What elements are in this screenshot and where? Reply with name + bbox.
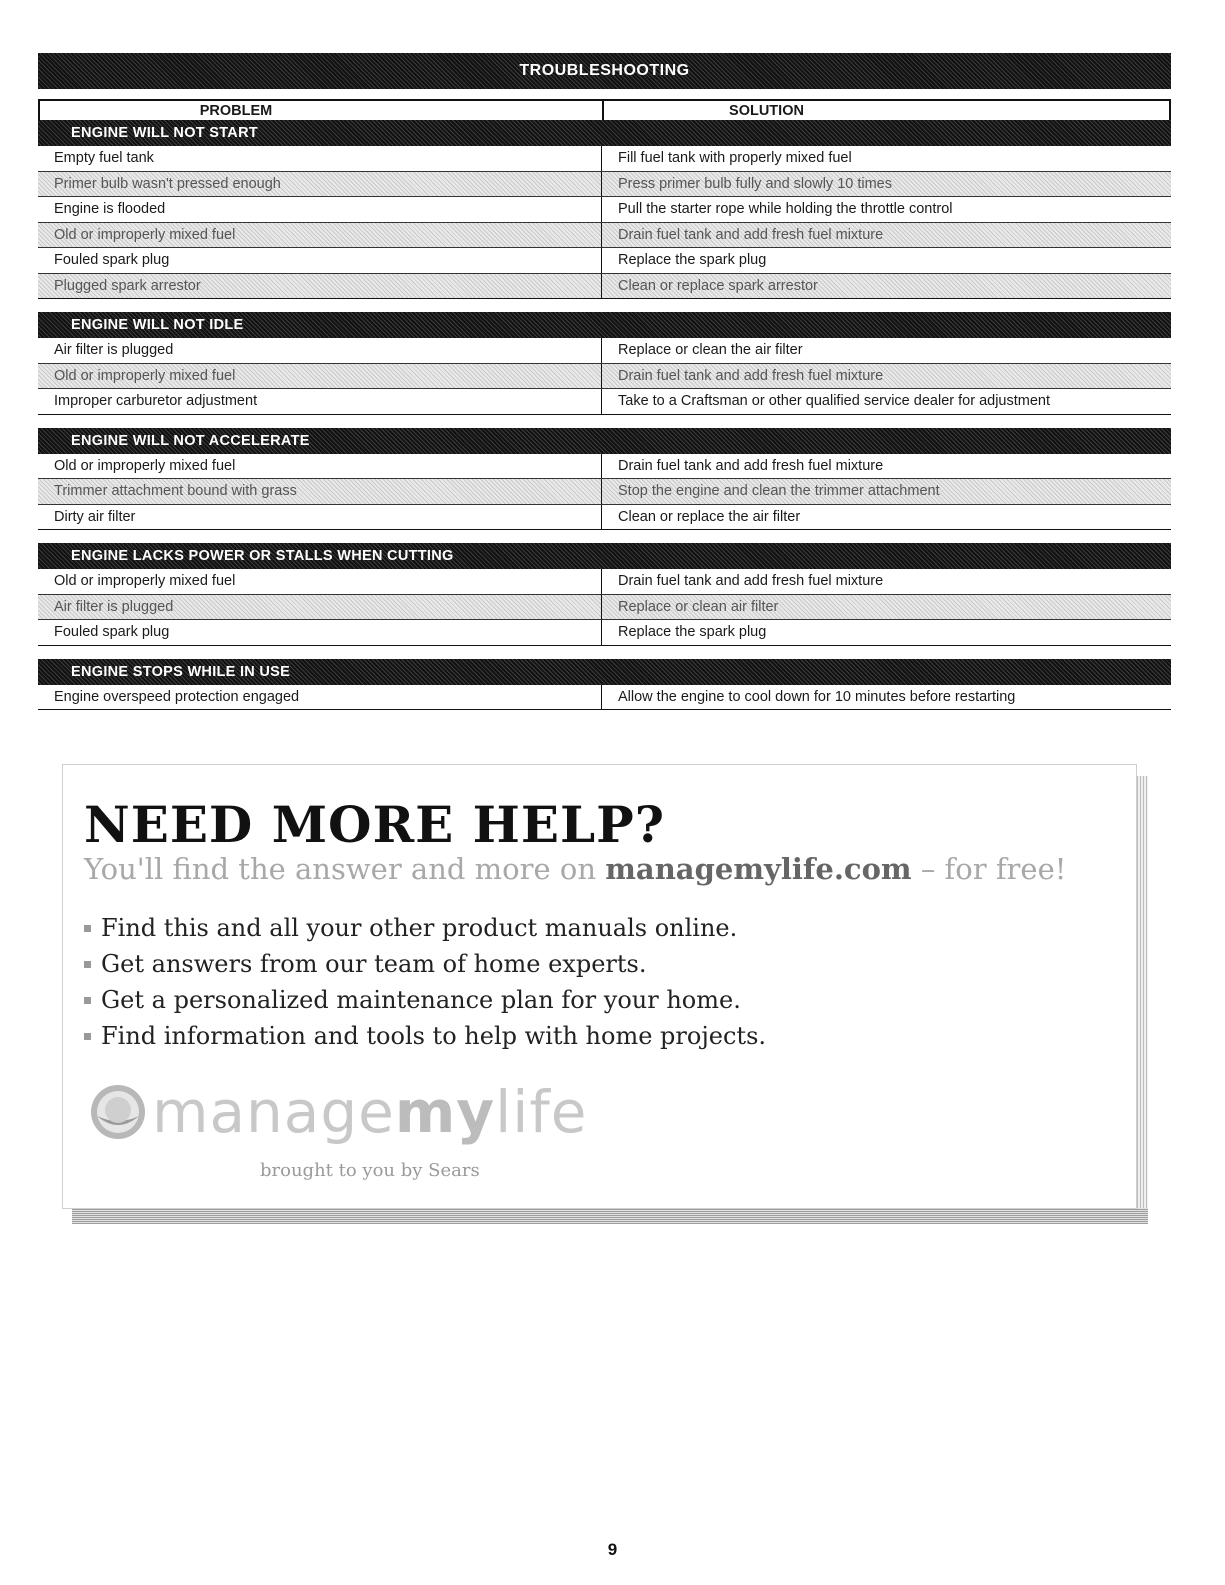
solution-cell: Press primer bulb fully and slowly 10 times — [618, 175, 892, 192]
section-heading-text: ENGINE WILL NOT IDLE — [71, 317, 244, 333]
solution-cell: Fill fuel tank with properly mixed fuel — [618, 150, 852, 167]
solution-cell: Drain fuel tank and add fresh fuel mixture — [618, 367, 884, 384]
managemylife-wordmark — [152, 1078, 588, 1146]
column-headers — [38, 99, 1171, 120]
table-row — [38, 274, 1171, 300]
globe-icon — [88, 1082, 148, 1142]
solution-cell: Drain fuel tank and add fresh fuel mixture — [618, 226, 884, 243]
table-row — [38, 685, 1171, 711]
troubleshooting-title — [38, 53, 1171, 89]
logo-text-life: life — [495, 1078, 588, 1146]
page-number: 9 — [607, 1540, 618, 1559]
section-heading-text: ENGINE STOPS WHILE IN USE — [71, 663, 291, 680]
table-row — [38, 454, 1171, 480]
solution-cell: Replace or clean the air filter — [618, 342, 803, 359]
table-row — [38, 146, 1171, 172]
help-bullet-text: Get a personalized maintenance plan for your home. — [101, 986, 741, 1014]
help-bullet-item — [84, 1018, 766, 1054]
help-subtitle — [84, 852, 1066, 886]
section-heading — [38, 543, 1171, 569]
bullet-icon — [84, 925, 91, 932]
problem-cell: Engine overspeed protection engaged — [38, 685, 602, 710]
problem-column-header: PROBLEM — [40, 101, 604, 120]
problem-cell: Air filter is plugged — [38, 338, 602, 363]
table-row — [38, 364, 1171, 390]
table-row — [38, 389, 1171, 415]
problem-cell: Trimmer attachment bound with grass — [38, 479, 602, 504]
help-bullet-text: Get answers from our team of home experts. — [101, 950, 647, 978]
problem-cell: Dirty air filter — [38, 505, 602, 530]
table-row — [38, 172, 1171, 198]
table-row — [38, 479, 1171, 505]
solution-cell: Clean or replace the air filter — [618, 508, 801, 525]
section-heading-text: ENGINE LACKS POWER OR STALLS WHEN CUTTING — [71, 548, 454, 564]
help-subtitle-suffix: – for free! — [911, 852, 1067, 886]
sections-container — [38, 120, 1171, 710]
problem-cell: Engine is flooded — [38, 197, 602, 222]
troubleshooting-section — [38, 543, 1171, 646]
help-box-shadow-bottom — [72, 1208, 1148, 1224]
help-bullet-item — [84, 910, 766, 946]
problem-cell: Fouled spark plug — [38, 620, 602, 645]
problem-cell: Fouled spark plug — [38, 248, 602, 273]
managemylife-logo — [88, 1078, 588, 1146]
help-title: NEED MORE HELP? — [84, 795, 666, 854]
logo-text-manage: manage — [152, 1078, 395, 1146]
solution-column-header: SOLUTION — [729, 102, 804, 119]
problem-cell: Primer bulb wasn't pressed enough — [38, 172, 602, 197]
section-heading — [38, 428, 1171, 454]
solution-cell: Drain fuel tank and add fresh fuel mixture — [618, 573, 884, 590]
help-bullet-text: Find this and all your other product manuals online. — [101, 914, 738, 942]
bullet-icon — [84, 997, 91, 1004]
solution-cell: Take to a Craftsman or other qualified service dealer for adjustment — [618, 393, 1050, 410]
solution-cell: Drain fuel tank and add fresh fuel mixture — [618, 457, 884, 474]
table-row — [38, 223, 1171, 249]
bullet-icon — [84, 1033, 91, 1040]
troubleshooting-section — [38, 120, 1171, 299]
table-row — [38, 197, 1171, 223]
problem-cell: Old or improperly mixed fuel — [38, 223, 602, 248]
solution-cell: Clean or replace spark arrestor — [618, 277, 818, 294]
section-heading-text: ENGINE WILL NOT START — [71, 125, 259, 141]
table-row — [38, 505, 1171, 531]
section-heading-text: ENGINE WILL NOT ACCELERATE — [71, 432, 310, 449]
solution-cell: Allow the engine to cool down for 10 minutes before restarting — [618, 688, 1016, 705]
help-bullet-text: Find information and tools to help with home projects. — [101, 1022, 767, 1050]
solution-cell: Replace or clean air filter — [618, 598, 779, 615]
help-bullet-item — [84, 946, 766, 982]
solution-cell: Replace the spark plug — [618, 624, 767, 641]
logo-text-my: my — [394, 1078, 496, 1146]
section-heading — [38, 312, 1171, 338]
problem-cell: Plugged spark arrestor — [38, 274, 602, 299]
problem-cell: Empty fuel tank — [38, 146, 602, 171]
help-bullet-item — [84, 982, 766, 1018]
table-row — [38, 569, 1171, 595]
problem-cell: Old or improperly mixed fuel — [38, 569, 602, 594]
troubleshooting-table — [38, 99, 1171, 710]
problem-cell: Air filter is plugged — [38, 595, 602, 620]
solution-cell: Replace the spark plug — [618, 252, 767, 269]
section-heading — [38, 659, 1171, 685]
problem-cell: Old or improperly mixed fuel — [38, 364, 602, 389]
troubleshooting-section — [38, 428, 1171, 531]
table-row — [38, 248, 1171, 274]
bullet-icon — [84, 961, 91, 968]
problem-cell: Improper carburetor adjustment — [38, 389, 602, 414]
solution-cell: Stop the engine and clean the trimmer attachment — [618, 483, 940, 500]
troubleshooting-section — [38, 659, 1171, 711]
problem-cell: Old or improperly mixed fuel — [38, 454, 602, 479]
help-bullet-list — [84, 910, 766, 1054]
table-row — [38, 595, 1171, 621]
section-heading — [38, 120, 1171, 146]
troubleshooting-section — [38, 312, 1171, 415]
logo-tagline: brought to you by Sears — [260, 1160, 480, 1181]
solution-cell: Pull the starter rope while holding the throttle control — [618, 201, 953, 218]
table-row — [38, 338, 1171, 364]
help-site-link[interactable]: managemylife.com — [605, 852, 912, 886]
table-row — [38, 620, 1171, 646]
troubleshooting-title-text: TROUBLESHOOTING — [519, 62, 690, 79]
help-subtitle-text: You'll find the answer and more on — [84, 852, 606, 886]
